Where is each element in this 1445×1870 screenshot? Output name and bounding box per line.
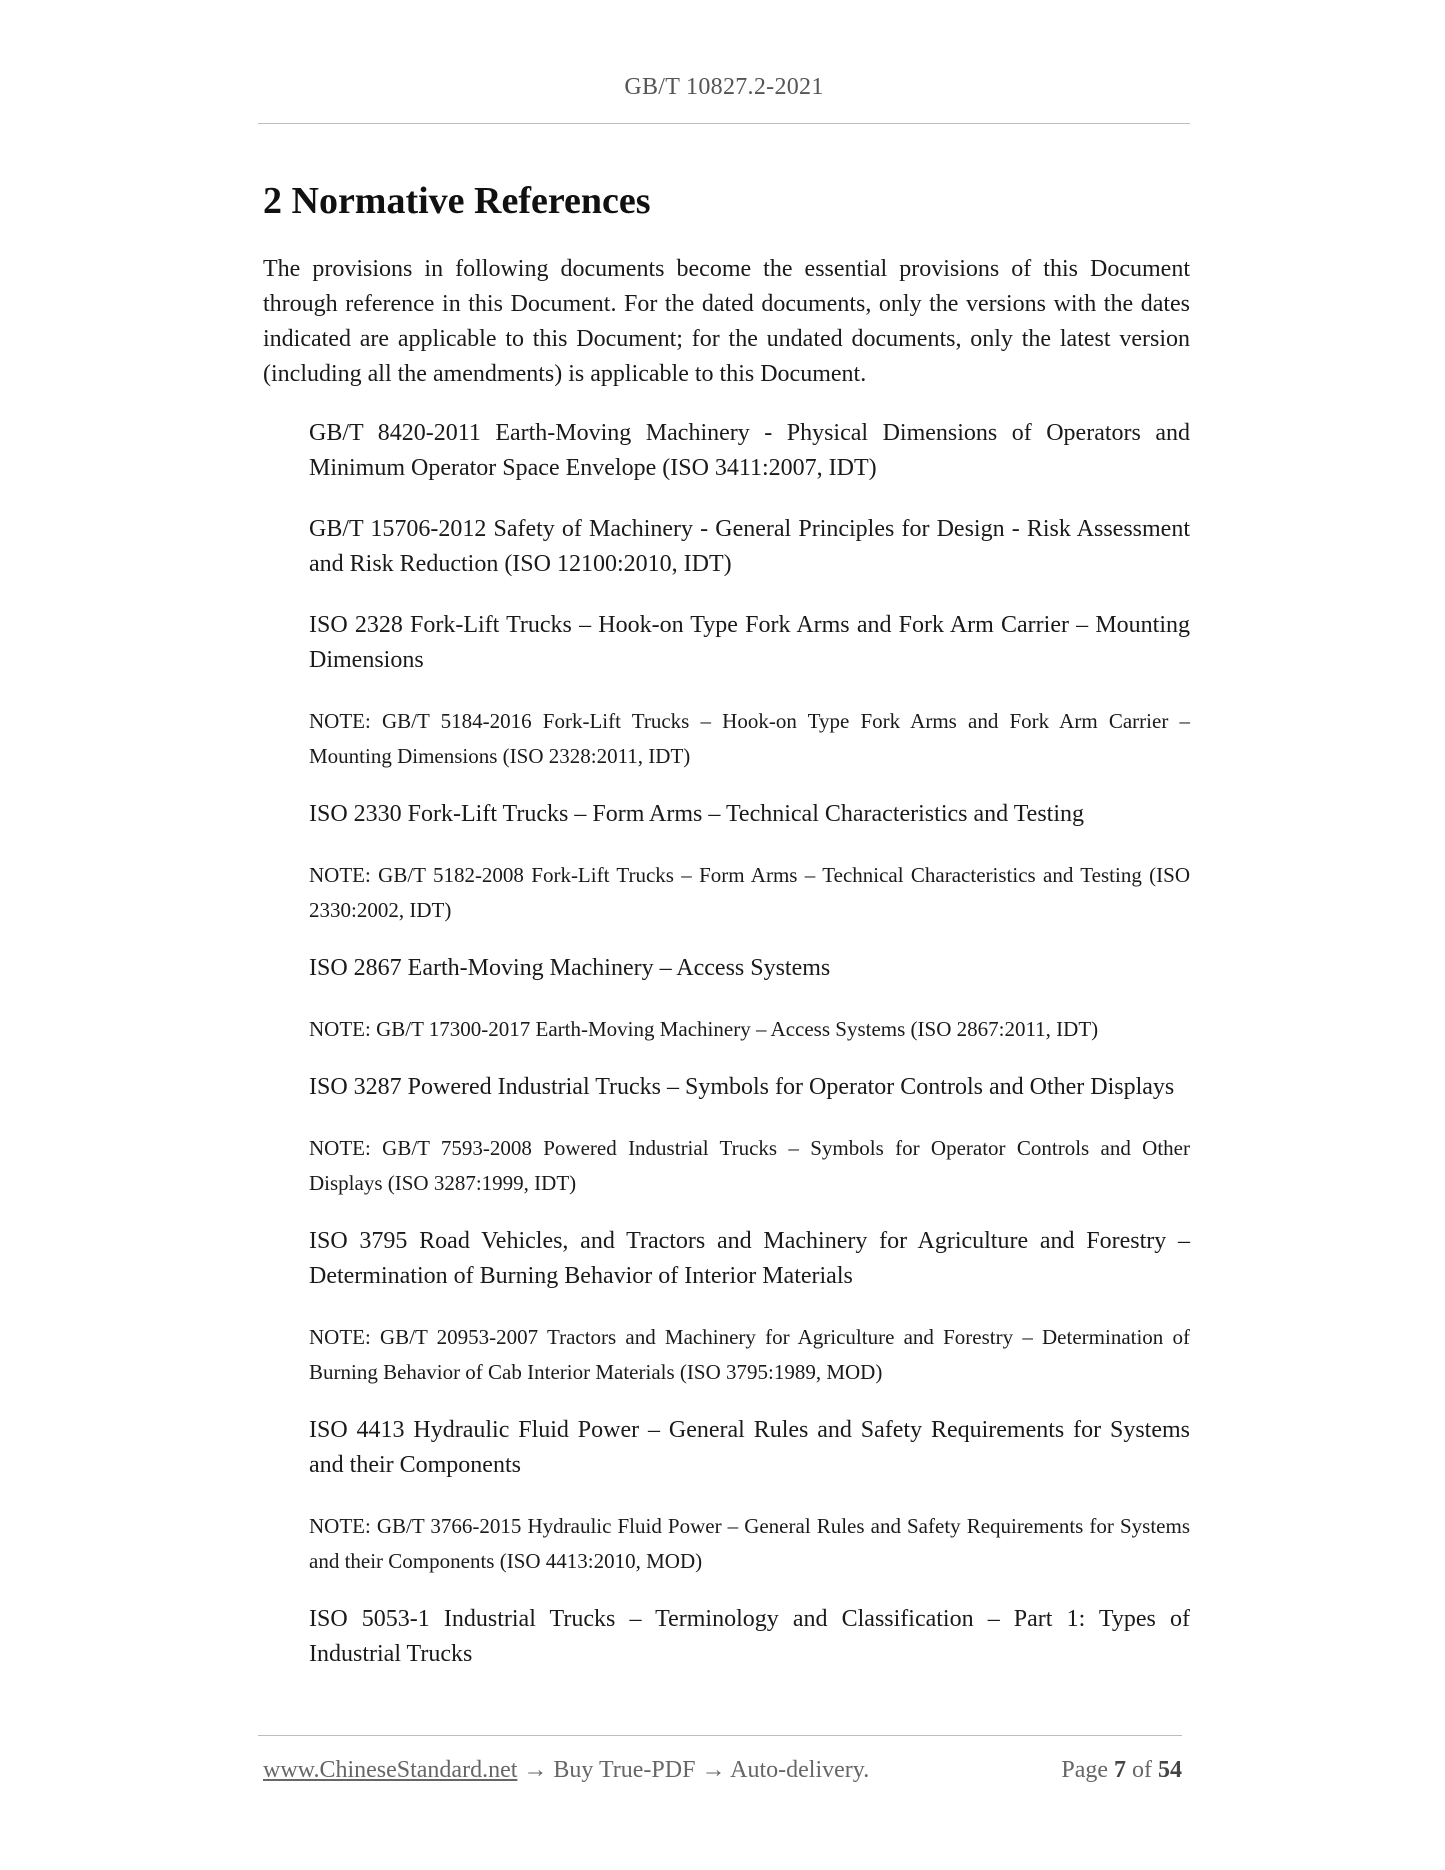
arrow-right-icon: → bbox=[701, 1757, 726, 1783]
reference-item: ISO 4413 Hydraulic Fluid Power – General Rules and Safety Requirements for Systems and their Components bbox=[309, 1417, 1190, 1478]
document-body bbox=[263, 176, 1190, 1698]
reference-list bbox=[309, 416, 1190, 1672]
footer-promo bbox=[263, 1752, 869, 1788]
reference-item: ISO 5053-1 Industrial Trucks – Terminology and Classification – Part 1: Types of Industrial Trucks bbox=[309, 1606, 1190, 1667]
intro-paragraph: The provisions in following documents become the essential provisions of this Document through reference in this Document. For the dated documents, only the versions with the dates indicated are applicable to this Document; for the undated documents, only the latest version (including all the amendments) is applicable to this Document. bbox=[263, 256, 1190, 387]
reference-note: NOTE: GB/T 20953-2007 Tractors and Machinery for Agriculture and Forestry – Determination of Burning Behavior of Cab Interior Materials (ISO 3795:1989, MOD) bbox=[309, 1325, 1190, 1384]
buy-pdf-text: Buy True-PDF bbox=[553, 1757, 696, 1783]
of-label: of bbox=[1132, 1757, 1152, 1783]
reference-item: ISO 3287 Powered Industrial Trucks – Symbols for Operator Controls and Other Displays bbox=[309, 1074, 1175, 1100]
total-page-number: 54 bbox=[1158, 1757, 1182, 1783]
reference-note: NOTE: GB/T 7593-2008 Powered Industrial Trucks – Symbols for Operator Controls and Other Displays (ISO 3287:1999, IDT) bbox=[309, 1136, 1190, 1195]
reference-item: GB/T 15706-2012 Safety of Machinery - General Principles for Design - Risk Assessment and Risk Reduction (ISO 12100:2010, IDT) bbox=[309, 516, 1190, 577]
header-divider bbox=[258, 123, 1190, 124]
delivery-text: Auto-delivery. bbox=[730, 1757, 870, 1783]
page-footer bbox=[263, 1752, 1182, 1788]
section-title: 2 Normative References bbox=[263, 180, 651, 222]
reference-item: ISO 2328 Fork-Lift Trucks – Hook-on Type Fork Arms and Fork Arm Carrier – Mounting Dimensions bbox=[309, 612, 1190, 673]
page-header: GB/T 10827.2-2021 bbox=[624, 74, 824, 100]
reference-note: NOTE: GB/T 5184-2016 Fork-Lift Trucks – Hook-on Type Fork Arms and Fork Arm Carrier – Mounting Dimensions (ISO 2328:2011, IDT) bbox=[309, 709, 1190, 768]
reference-note: NOTE: GB/T 3766-2015 Hydraulic Fluid Power – General Rules and Safety Requirements for Systems and their Components (ISO 4413:2010, MOD) bbox=[309, 1514, 1190, 1573]
current-page-number: 7 bbox=[1114, 1757, 1126, 1783]
page-label: Page bbox=[1061, 1757, 1108, 1783]
page-indicator bbox=[1061, 1752, 1182, 1788]
reference-item: ISO 3795 Road Vehicles, and Tractors and Machinery for Agriculture and Forestry – Determination of Burning Behavior of Interior Materials bbox=[309, 1228, 1190, 1289]
reference-note: NOTE: GB/T 17300-2017 Earth-Moving Machinery – Access Systems (ISO 2867:2011, IDT) bbox=[309, 1017, 1099, 1041]
footer-divider bbox=[258, 1735, 1182, 1736]
website-link[interactable]: www.ChineseStandard.net bbox=[263, 1757, 518, 1783]
reference-item: GB/T 8420-2011 Earth-Moving Machinery - Physical Dimensions of Operators and Minimum Operator Space Envelope (ISO 3411:2007, IDT) bbox=[309, 420, 1190, 481]
arrow-right-icon: → bbox=[523, 1757, 548, 1783]
reference-item: ISO 2867 Earth-Moving Machinery – Access Systems bbox=[309, 955, 831, 981]
reference-item: ISO 2330 Fork-Lift Trucks – Form Arms – Technical Characteristics and Testing bbox=[309, 801, 1085, 827]
reference-note: NOTE: GB/T 5182-2008 Fork-Lift Trucks – Form Arms – Technical Characteristics and Testing (ISO 2330:2002, IDT) bbox=[309, 863, 1190, 922]
